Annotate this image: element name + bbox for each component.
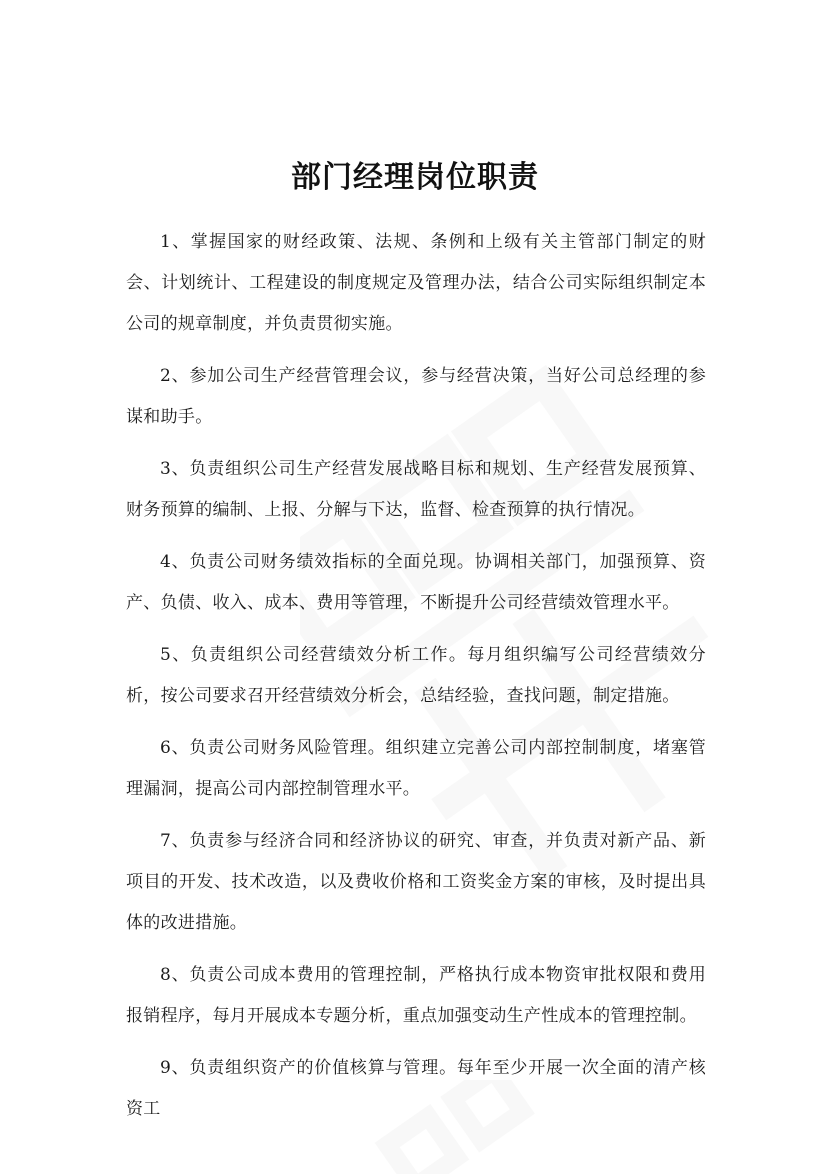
paragraph-8: 8、负责公司成本费用的管理控制，严格执行成本物资审批权限和费用报销程序，每月开展成本专题分析，重点加强变动生产性成本的管理控制。 <box>126 965 706 1026</box>
paragraph-6: 6、负责公司财务风险管理。组织建立完善公司内部控制制度，堵塞管理漏洞，提高公司内部控制管理水平。 <box>126 738 706 799</box>
page-title: 部门经理岗位职责 <box>291 160 539 196</box>
paragraph-4: 4、负责公司财务绩效指标的全面兑现。协调相关部门，加强预算、资产、负债、收入、成本、费用等管理，不断提升公司经营绩效管理水平。 <box>126 552 706 613</box>
paragraph-7: 7、负责参与经济合同和经济协议的研究、审查，并负责对新产品、新项目的开发、技术改造，以及费收价格和工资奖金方案的审核，及时提出具体的改进措施。 <box>126 831 706 933</box>
paragraph-9: 9、负责组织资产的价值核算与管理。每年至少开展一次全面的清产核资工 <box>126 1058 706 1119</box>
paragraph-3: 3、负责组织公司生产经营发展战略目标和规划、生产经营发展预算、财务预算的编制、上报、分解与下达，监督、检查预算的执行情况。 <box>126 459 706 520</box>
paragraph-1: 1、掌握国家的财经政策、法规、条例和上级有关主管部门制定的财会、计划统计、工程建设的制度规定及管理办法，结合公司实际组织制定本公司的规章制度，并负责贯彻实施。 <box>126 232 706 334</box>
paragraph-5: 5、负责组织公司经营绩效分析工作。每月组织编写公司经营绩效分析，按公司要求召开经营绩效分析会，总结经验，查找问题，制定措施。 <box>126 645 706 706</box>
paragraph-2: 2、参加公司生产经营管理会议，参与经营决策，当好公司总经理的参谋和助手。 <box>126 366 706 427</box>
document-body <box>126 222 706 1141</box>
